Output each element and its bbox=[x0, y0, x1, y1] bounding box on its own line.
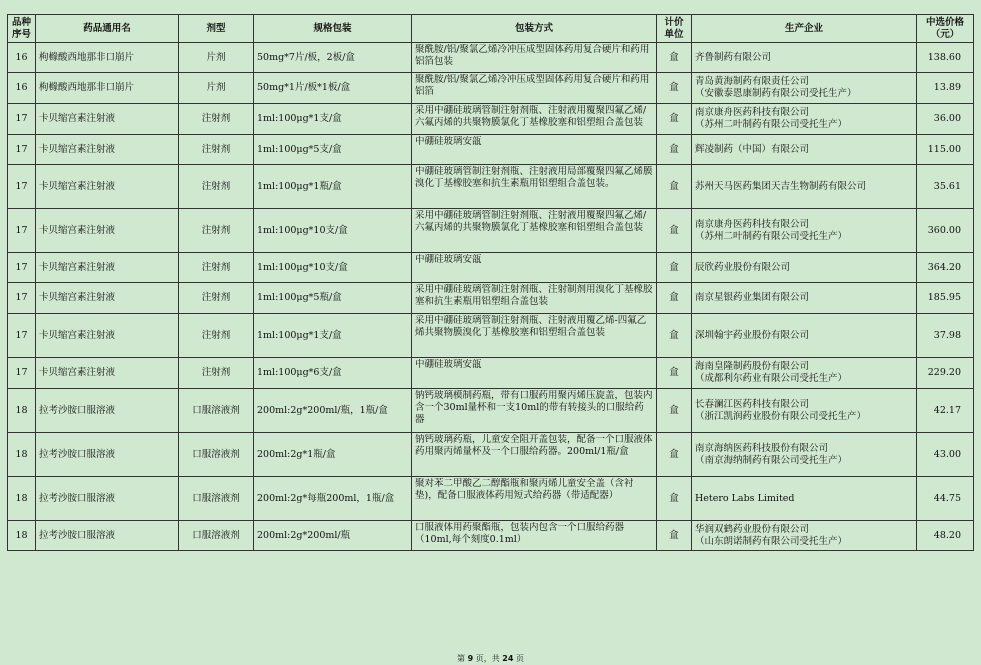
cell-manufacturer bbox=[692, 43, 917, 73]
cell-drug-name-text: 拉考沙胺口服溶液 bbox=[39, 492, 116, 504]
cell-spec-text: 200ml:2g*每瓶200ml，1瓶/盒 bbox=[257, 492, 395, 504]
cell-packaging-text: 聚酰胺/铝/聚氯乙烯冷冲压成型固体药用复合硬片和药用铝箔 bbox=[415, 74, 650, 97]
cell-dosage-form-text: 口服溶液剂 bbox=[192, 529, 240, 541]
cell-seq-text: 17 bbox=[15, 292, 28, 303]
cell-seq-text: 17 bbox=[15, 329, 28, 341]
cell-manufacturer-text: 青岛黄海制药有限责任公司 （安徽泰恩康制药有限公司受托生产） bbox=[695, 76, 857, 99]
cell-seq bbox=[8, 209, 36, 253]
cell-manufacturer bbox=[692, 433, 917, 477]
cell-packaging-text: 采用中硼硅玻璃管制注射剂瓶、注射液用覆聚四氟乙烯/六氟丙烯的共聚物膜氯化丁基橡胶塞和铝塑组合盖包装 bbox=[415, 210, 647, 233]
footer-middle: 页，共 bbox=[473, 654, 503, 663]
cell-manufacturer bbox=[692, 283, 917, 314]
cell-drug-name-text: 卡贝缩宫素注射液 bbox=[39, 367, 116, 378]
cell-seq-text: 17 bbox=[15, 261, 28, 273]
header-form: 剂型 bbox=[179, 15, 254, 43]
cell-packaging-text: 中硼硅玻璃安瓿 bbox=[415, 254, 482, 265]
cell-manufacturer-text: 辉凌制药（中国）有限公司 bbox=[695, 143, 810, 155]
cell-seq-text: 17 bbox=[15, 143, 28, 155]
cell-packaging bbox=[412, 314, 657, 358]
cell-spec-text: 1ml:100μg*1瓶/盒 bbox=[257, 180, 342, 192]
cell-packaging bbox=[412, 521, 657, 551]
cell-unit bbox=[657, 209, 692, 253]
cell-packaging-text: 中硼硅玻璃安瓿 bbox=[415, 359, 482, 370]
cell-drug-name bbox=[36, 104, 179, 135]
table-body bbox=[8, 43, 974, 551]
footer-page-number: 9 bbox=[467, 654, 474, 663]
cell-manufacturer-text: 南京海纳医药科技股份有限公司 （南京海纳制药有限公司受托生产） bbox=[695, 442, 848, 466]
cell-price bbox=[917, 104, 974, 135]
cell-packaging-text: 钠钙玻璃模制药瓶，带有口服药用聚丙烯压旋盖，包装内含一个30ml量杯和一支10ml的带有转接头的口服给药器 bbox=[415, 390, 653, 425]
cell-spec-text: 1ml:100μg*5瓶/盒 bbox=[257, 292, 342, 303]
cell-drug-name bbox=[36, 43, 179, 73]
cell-seq-text: 18 bbox=[15, 492, 28, 504]
cell-manufacturer-text: 海南皇隆制药股份有限公司 （成都利尔药业有限公司受托生产） bbox=[695, 361, 848, 384]
cell-dosage-form bbox=[179, 43, 254, 73]
cell-packaging bbox=[412, 433, 657, 477]
cell-manufacturer-text: 长春澜江医药科技有限公司 （浙江凯润药业股份有限公司受托生产） bbox=[695, 398, 867, 422]
cell-dosage-form-text: 片剂 bbox=[206, 82, 226, 93]
cell-spec bbox=[254, 358, 412, 389]
cell-seq bbox=[8, 521, 36, 551]
cell-drug-name bbox=[36, 209, 179, 253]
cell-spec-text: 1ml:100μg*6支/盒 bbox=[257, 367, 342, 378]
cell-price bbox=[917, 43, 974, 73]
cell-packaging-text: 中硼硅玻璃管制注射剂瓶、注射液用局部覆聚四氟乙烯膜溴化丁基橡胶塞和抗生素瓶用铝塑组合盖包装。 bbox=[415, 166, 653, 189]
cell-dosage-form bbox=[179, 521, 254, 551]
cell-price-text: 13.89 bbox=[933, 82, 961, 93]
cell-packaging bbox=[412, 165, 657, 209]
cell-unit-text: 盒 bbox=[669, 404, 679, 416]
cell-unit-text: 盒 bbox=[669, 82, 679, 93]
cell-dosage-form bbox=[179, 477, 254, 521]
cell-drug-name-text: 卡贝缩宫素注射液 bbox=[39, 261, 116, 273]
cell-packaging bbox=[412, 209, 657, 253]
cell-dosage-form bbox=[179, 104, 254, 135]
cell-drug-name bbox=[36, 135, 179, 165]
cell-manufacturer-text: 深圳翰宇药业股份有限公司 bbox=[695, 329, 810, 341]
cell-seq bbox=[8, 433, 36, 477]
cell-unit bbox=[657, 43, 692, 73]
cell-price-text: 138.60 bbox=[927, 51, 961, 63]
table-row bbox=[8, 104, 974, 135]
cell-packaging-text: 采用中硼硅玻璃管制注射剂瓶、注射制剂用溴化丁基橡胶塞和抗生素瓶用铝塑组合盖包装 bbox=[415, 284, 653, 307]
header-unit bbox=[657, 15, 692, 43]
cell-unit-text: 盒 bbox=[669, 448, 679, 460]
cell-unit bbox=[657, 314, 692, 358]
cell-packaging-text: 采用中硼硅玻璃管制注射剂瓶、注射液用覆聚四氟乙烯/六氟丙烯的共聚物膜氯化丁基橡胶塞和铝塑组合盖包装 bbox=[415, 105, 647, 128]
footer-prefix: 第 bbox=[457, 654, 468, 663]
cell-seq bbox=[8, 73, 36, 104]
header-name: 药品通用名 bbox=[36, 15, 179, 43]
table-row bbox=[8, 135, 974, 165]
cell-drug-name-text: 卡贝缩宫素注射液 bbox=[39, 329, 116, 341]
table-row bbox=[8, 477, 974, 521]
cell-spec bbox=[254, 521, 412, 551]
cell-drug-name-text: 卡贝缩宫素注射液 bbox=[39, 224, 116, 236]
cell-seq-text: 18 bbox=[15, 404, 28, 416]
cell-spec bbox=[254, 43, 412, 73]
cell-price-text: 360.00 bbox=[927, 224, 961, 236]
cell-unit bbox=[657, 165, 692, 209]
cell-price-text: 43.00 bbox=[933, 448, 961, 460]
cell-spec bbox=[254, 253, 412, 283]
cell-price bbox=[917, 521, 974, 551]
cell-drug-name-text: 卡贝缩宫素注射液 bbox=[39, 113, 116, 124]
cell-price bbox=[917, 433, 974, 477]
cell-dosage-form bbox=[179, 433, 254, 477]
cell-spec-text: 50mg*7片/板，2板/盒 bbox=[257, 51, 355, 63]
cell-price-text: 364.20 bbox=[927, 261, 961, 273]
cell-dosage-form bbox=[179, 283, 254, 314]
cell-unit-text: 盒 bbox=[669, 261, 679, 273]
cell-packaging-text: 聚对苯二甲酸乙二醇酯瓶和聚丙烯儿童安全盖（含衬垫)，配备口服液体药用短式给药器（带适配器） bbox=[415, 478, 634, 501]
cell-dosage-form-text: 注射剂 bbox=[201, 367, 231, 378]
cell-drug-name-text: 卡贝缩宫素注射液 bbox=[39, 143, 116, 155]
cell-spec-text: 1ml:100μg*5支/盒 bbox=[257, 143, 342, 155]
table-row bbox=[8, 209, 974, 253]
cell-unit bbox=[657, 477, 692, 521]
cell-unit-text: 盒 bbox=[669, 292, 679, 303]
cell-manufacturer-text: 辰欣药业股份有限公司 bbox=[695, 261, 791, 273]
header-spec: 规格包装 bbox=[254, 15, 412, 43]
cell-drug-name-text: 拉考沙胺口服溶液 bbox=[39, 529, 116, 541]
cell-dosage-form-text: 注射剂 bbox=[201, 113, 231, 124]
cell-drug-name-text: 卡贝缩宫素注射液 bbox=[39, 292, 116, 303]
cell-packaging-text: 聚酰胺/铝/聚氯乙烯冷冲压成型固体药用复合硬片和药用铝箔包装 bbox=[415, 44, 650, 67]
cell-manufacturer bbox=[692, 521, 917, 551]
cell-spec-text: 200ml:2g*1瓶/盒 bbox=[257, 448, 336, 460]
cell-seq-text: 16 bbox=[15, 51, 28, 63]
cell-seq bbox=[8, 477, 36, 521]
cell-manufacturer bbox=[692, 135, 917, 165]
cell-manufacturer-text: Hetero Labs Limited bbox=[695, 492, 795, 504]
cell-price-text: 229.20 bbox=[927, 367, 961, 378]
cell-price bbox=[917, 165, 974, 209]
cell-unit bbox=[657, 389, 692, 433]
cell-seq bbox=[8, 104, 36, 135]
cell-spec bbox=[254, 135, 412, 165]
table-row bbox=[8, 358, 974, 389]
table-row bbox=[8, 43, 974, 73]
cell-price-text: 36.00 bbox=[933, 113, 961, 124]
cell-packaging-text: 采用中硼硅玻璃管制注射剂瓶、注射液用覆乙烯-四氟乙烯共聚物膜溴化丁基橡胶塞和铝塑组合盖包装 bbox=[415, 315, 647, 338]
cell-manufacturer-text: 华润双鹤药业股份有限公司 （山东朗诺制药有限公司受托生产） bbox=[695, 523, 848, 547]
cell-seq bbox=[8, 43, 36, 73]
cell-unit bbox=[657, 283, 692, 314]
page-footer bbox=[0, 653, 981, 664]
cell-packaging bbox=[412, 389, 657, 433]
cell-drug-name bbox=[36, 389, 179, 433]
table-row bbox=[8, 253, 974, 283]
cell-spec-text: 200ml:2g*200ml/瓶，1瓶/盒 bbox=[257, 404, 388, 416]
cell-unit-text: 盒 bbox=[669, 492, 679, 504]
header-price bbox=[917, 15, 974, 43]
cell-seq-text: 16 bbox=[15, 82, 28, 93]
cell-packaging bbox=[412, 477, 657, 521]
table-row bbox=[8, 73, 974, 104]
cell-drug-name-text: 拉考沙胺口服溶液 bbox=[39, 448, 116, 460]
cell-price-text: 48.20 bbox=[933, 529, 961, 541]
cell-dosage-form-text: 注射剂 bbox=[201, 292, 231, 303]
cell-dosage-form bbox=[179, 389, 254, 433]
cell-spec bbox=[254, 209, 412, 253]
cell-seq bbox=[8, 165, 36, 209]
cell-manufacturer-text: 南京康舟医药科技有限公司 （苏州二叶制药有限公司受托生产） bbox=[695, 218, 848, 242]
cell-price-text: 115.00 bbox=[927, 143, 961, 155]
cell-manufacturer bbox=[692, 104, 917, 135]
cell-drug-name bbox=[36, 521, 179, 551]
footer-suffix: 页 bbox=[513, 654, 524, 663]
cell-drug-name bbox=[36, 165, 179, 209]
table-row bbox=[8, 314, 974, 358]
cell-dosage-form-text: 口服溶液剂 bbox=[192, 404, 240, 416]
cell-seq-text: 17 bbox=[15, 224, 28, 236]
cell-unit bbox=[657, 358, 692, 389]
cell-price bbox=[917, 209, 974, 253]
cell-seq bbox=[8, 358, 36, 389]
cell-price bbox=[917, 283, 974, 314]
header-price-text: 中选价格 （元） bbox=[925, 16, 964, 40]
cell-unit-text: 盒 bbox=[669, 143, 679, 155]
cell-unit bbox=[657, 521, 692, 551]
cell-unit-text: 盒 bbox=[669, 329, 679, 341]
cell-manufacturer-text: 南京星银药业集团有限公司 bbox=[695, 292, 810, 303]
cell-drug-name bbox=[36, 477, 179, 521]
cell-manufacturer-text: 苏州天马医药集团天吉生物制药有限公司 bbox=[695, 180, 867, 192]
cell-packaging-text: 钠钙玻璃药瓶，儿童安全阻开盖包装，配备一个口服液体药用聚丙烯量杯及一个口服给药器。200ml/1瓶/盒 bbox=[415, 434, 653, 457]
cell-packaging bbox=[412, 104, 657, 135]
cell-drug-name-text: 卡贝缩宫素注射液 bbox=[39, 180, 116, 192]
cell-unit-text: 盒 bbox=[669, 113, 679, 124]
table-row bbox=[8, 165, 974, 209]
cell-unit bbox=[657, 135, 692, 165]
cell-drug-name-text: 枸橼酸西地那非口崩片 bbox=[39, 51, 135, 63]
cell-dosage-form bbox=[179, 165, 254, 209]
cell-manufacturer bbox=[692, 209, 917, 253]
cell-price bbox=[917, 135, 974, 165]
cell-spec-text: 200ml:2g*200ml/瓶 bbox=[257, 529, 351, 541]
cell-packaging bbox=[412, 135, 657, 165]
cell-dosage-form bbox=[179, 314, 254, 358]
cell-price bbox=[917, 314, 974, 358]
cell-dosage-form-text: 片剂 bbox=[206, 51, 226, 63]
header-pack: 包装方式 bbox=[412, 15, 657, 43]
cell-manufacturer bbox=[692, 73, 917, 104]
cell-price bbox=[917, 358, 974, 389]
cell-drug-name bbox=[36, 253, 179, 283]
cell-seq bbox=[8, 389, 36, 433]
cell-dosage-form-text: 注射剂 bbox=[201, 143, 231, 155]
cell-dosage-form-text: 口服溶液剂 bbox=[192, 492, 240, 504]
cell-price-text: 44.75 bbox=[933, 492, 961, 504]
cell-dosage-form-text: 注射剂 bbox=[201, 180, 231, 192]
cell-unit-text: 盒 bbox=[669, 367, 679, 378]
cell-spec-text: 1ml:100μg*10支/盒 bbox=[257, 261, 348, 273]
cell-drug-name-text: 拉考沙胺口服溶液 bbox=[39, 404, 116, 416]
cell-price bbox=[917, 253, 974, 283]
cell-manufacturer-text: 齐鲁制药有限公司 bbox=[695, 51, 772, 63]
table-row bbox=[8, 389, 974, 433]
cell-price-text: 37.98 bbox=[933, 329, 961, 341]
cell-unit bbox=[657, 104, 692, 135]
cell-unit bbox=[657, 253, 692, 283]
cell-seq bbox=[8, 283, 36, 314]
cell-spec-text: 1ml:100μg*10支/盒 bbox=[257, 224, 348, 236]
cell-seq bbox=[8, 135, 36, 165]
cell-seq-text: 18 bbox=[15, 529, 28, 541]
cell-price-text: 42.17 bbox=[933, 404, 961, 416]
cell-manufacturer-text: 南京康舟医药科技有限公司 （苏州二叶制药有限公司受托生产） bbox=[695, 107, 848, 130]
cell-dosage-form bbox=[179, 209, 254, 253]
cell-manufacturer bbox=[692, 477, 917, 521]
cell-spec bbox=[254, 165, 412, 209]
cell-seq bbox=[8, 253, 36, 283]
cell-spec bbox=[254, 283, 412, 314]
cell-dosage-form-text: 注射剂 bbox=[201, 261, 231, 273]
cell-spec bbox=[254, 477, 412, 521]
cell-price-text: 185.95 bbox=[927, 292, 961, 303]
header-row bbox=[8, 15, 974, 43]
cell-spec-text: 1ml:100μg*1支/盒 bbox=[257, 329, 342, 341]
cell-manufacturer bbox=[692, 358, 917, 389]
price-table bbox=[7, 14, 974, 551]
cell-manufacturer bbox=[692, 165, 917, 209]
cell-spec bbox=[254, 73, 412, 104]
header-seq-text: 品种 序号 bbox=[11, 16, 31, 40]
cell-unit-text: 盒 bbox=[669, 180, 679, 192]
cell-spec-text: 50mg*1片/板*1板/盒 bbox=[257, 82, 351, 93]
cell-unit-text: 盒 bbox=[669, 224, 679, 236]
cell-manufacturer bbox=[692, 253, 917, 283]
cell-packaging bbox=[412, 358, 657, 389]
cell-seq-text: 18 bbox=[15, 448, 28, 460]
header-seq bbox=[8, 15, 36, 43]
cell-dosage-form-text: 注射剂 bbox=[201, 224, 231, 236]
cell-dosage-form-text: 口服溶液剂 bbox=[192, 448, 240, 460]
cell-spec bbox=[254, 433, 412, 477]
header-unit-text: 计价 单位 bbox=[664, 16, 684, 40]
footer-total-pages: 24 bbox=[502, 654, 514, 663]
cell-drug-name bbox=[36, 314, 179, 358]
cell-seq-text: 17 bbox=[15, 113, 28, 124]
table-row bbox=[8, 283, 974, 314]
cell-dosage-form bbox=[179, 73, 254, 104]
cell-packaging-text: 中硼硅玻璃安瓿 bbox=[415, 136, 482, 147]
cell-packaging bbox=[412, 283, 657, 314]
cell-seq-text: 17 bbox=[15, 367, 28, 378]
cell-dosage-form bbox=[179, 358, 254, 389]
cell-unit bbox=[657, 73, 692, 104]
cell-unit-text: 盒 bbox=[669, 529, 679, 541]
cell-dosage-form bbox=[179, 135, 254, 165]
cell-spec-text: 1ml:100μg*1支/盒 bbox=[257, 113, 342, 124]
cell-drug-name bbox=[36, 358, 179, 389]
cell-manufacturer bbox=[692, 314, 917, 358]
cell-seq-text: 17 bbox=[15, 180, 28, 192]
cell-packaging bbox=[412, 253, 657, 283]
cell-price-text: 35.61 bbox=[933, 180, 961, 192]
cell-seq bbox=[8, 314, 36, 358]
cell-dosage-form bbox=[179, 253, 254, 283]
table-row bbox=[8, 521, 974, 551]
cell-spec bbox=[254, 389, 412, 433]
cell-drug-name bbox=[36, 283, 179, 314]
cell-unit-text: 盒 bbox=[669, 51, 679, 63]
cell-spec bbox=[254, 314, 412, 358]
cell-price bbox=[917, 73, 974, 104]
cell-spec bbox=[254, 104, 412, 135]
cell-price bbox=[917, 477, 974, 521]
table-row bbox=[8, 433, 974, 477]
cell-packaging bbox=[412, 43, 657, 73]
cell-drug-name-text: 枸橼酸西地那非口崩片 bbox=[39, 82, 135, 93]
cell-drug-name bbox=[36, 73, 179, 104]
cell-manufacturer bbox=[692, 389, 917, 433]
cell-unit bbox=[657, 433, 692, 477]
cell-packaging bbox=[412, 73, 657, 104]
cell-packaging-text: 口服液体用药聚酯瓶，包装内包含一个口服给药器（10ml,每个刻度0.1ml） bbox=[415, 522, 625, 545]
cell-drug-name bbox=[36, 433, 179, 477]
header-maker: 生产企业 bbox=[692, 15, 917, 43]
cell-price bbox=[917, 389, 974, 433]
cell-dosage-form-text: 注射剂 bbox=[201, 329, 231, 341]
